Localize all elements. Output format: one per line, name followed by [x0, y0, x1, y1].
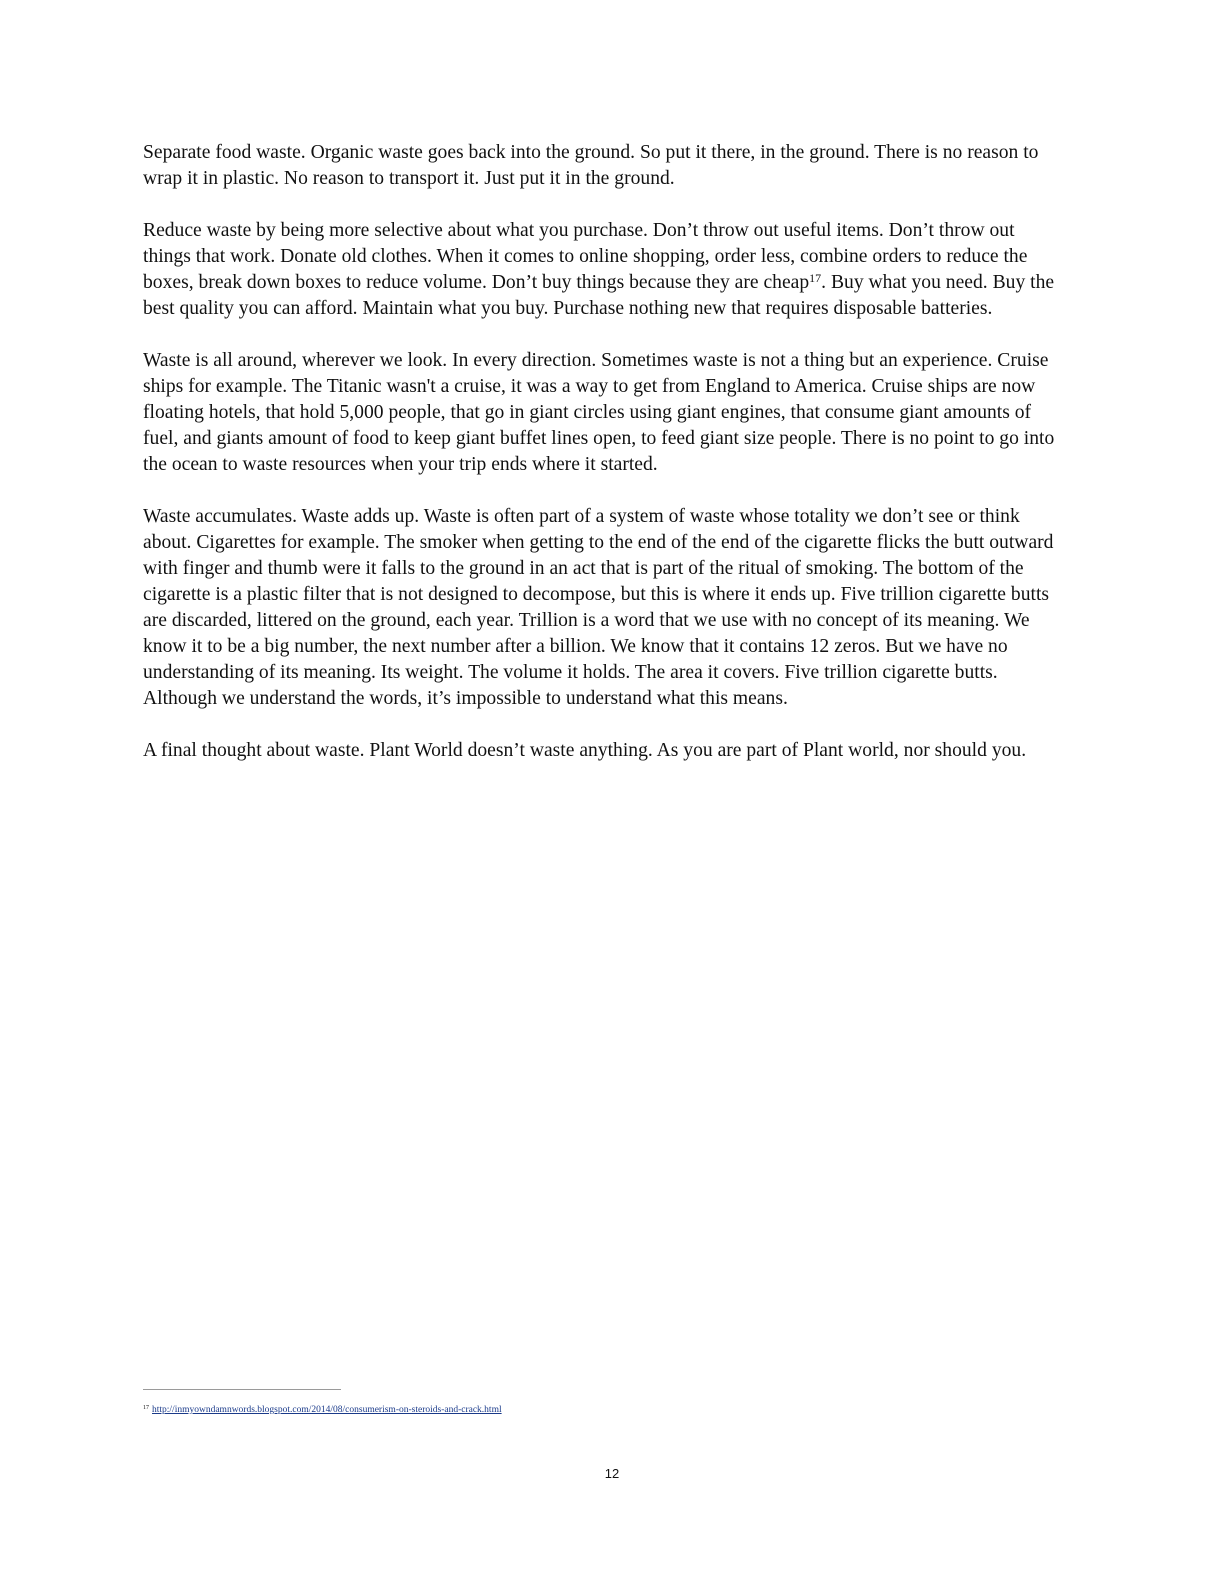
footnote-separator — [143, 1389, 341, 1390]
text-line: understanding of its meaning. Its weight. The volume it holds. The area it covers. Five trillion cigarette butts. — [143, 662, 998, 683]
paragraph-final-thought — [143, 738, 1083, 764]
text-segment: . Buy what you need. Buy the — [821, 272, 1055, 293]
footnote-link[interactable]: http://inmyowndamnwords.blogspot.com/2014/08/consumerism-on-steroids-and-crack.html — [152, 1405, 502, 1415]
paragraph-cigarettes — [143, 504, 1083, 712]
paragraph-cruise-ships — [143, 348, 1083, 478]
text-line: Separate food waste. Organic waste goes back into the ground. So put it there, in the ground. There is no reason to — [143, 142, 1039, 163]
text-line: floating hotels, that hold 5,000 people, that go in giant circles using giant engines, that consume giant amounts of — [143, 402, 1032, 423]
text-line: cigarette is a plastic filter that is not designed to decompose, but this is where it ends up. Five trillion cigarette butts — [143, 584, 1050, 605]
text-line: Although we understand the words, it’s impossible to understand what this means. — [143, 688, 788, 709]
footnote-marker: 17 — [143, 1405, 149, 1411]
text-line: best quality you can afford. Maintain what you buy. Purchase nothing new that requires disposable batteries. — [143, 298, 993, 319]
text-line: A final thought about waste. Plant World doesn’t waste anything. As you are part of Plant world, nor should you. — [143, 740, 1027, 761]
text-segment: boxes, break down boxes to reduce volume. Don’t buy things because they are cheap — [143, 272, 810, 293]
text-line: Reduce waste by being more selective about what you purchase. Don’t throw out useful items. Don’t throw out — [143, 220, 1015, 241]
text-line: the ocean to waste resources when your trip ends where it started. — [143, 454, 658, 475]
text-line: know it to be a big number, the next number after a billion. We know that it contains 12 zeros. But we have no — [143, 636, 1008, 657]
text-line: with finger and thumb were it falls to the ground in an act that is part of the ritual of smoking. The bottom of the — [143, 558, 1024, 579]
text-line-with-footnote — [143, 270, 1083, 296]
text-line: wrap it in plastic. No reason to transport it. Just put it in the ground. — [143, 168, 675, 189]
text-line: are discarded, littered on the ground, each year. Trillion is a word that we use with no concept of its meaning. We — [143, 610, 1030, 631]
page-number: 12 — [604, 1466, 620, 1481]
footnote-reference[interactable]: 17 — [809, 271, 822, 285]
text-line: ships for example. The Titanic wasn't a cruise, it was a way to get from England to America. Cruise ships are now — [143, 376, 1036, 397]
page-body — [143, 140, 1083, 790]
paragraph-food-waste — [143, 140, 1083, 192]
text-line: Waste accumulates. Waste adds up. Waste is often part of a system of waste whose totality we don’t see or think — [143, 506, 1020, 527]
text-line: about. Cigarettes for example. The smoker when getting to the end of the end of the cigarette flicks the butt outward — [143, 532, 1054, 553]
paragraph-reduce-waste — [143, 218, 1083, 322]
footnote — [143, 1403, 502, 1417]
text-line: fuel, and giants amount of food to keep giant buffet lines open, to feed giant size people. There is no point to go into — [143, 428, 1055, 449]
text-line: things that work. Donate old clothes. When it comes to online shopping, order less, combine orders to reduce the — [143, 246, 1028, 267]
text-line: Waste is all around, wherever we look. In every direction. Sometimes waste is not a thing but an experience. Cruise — [143, 350, 1049, 371]
